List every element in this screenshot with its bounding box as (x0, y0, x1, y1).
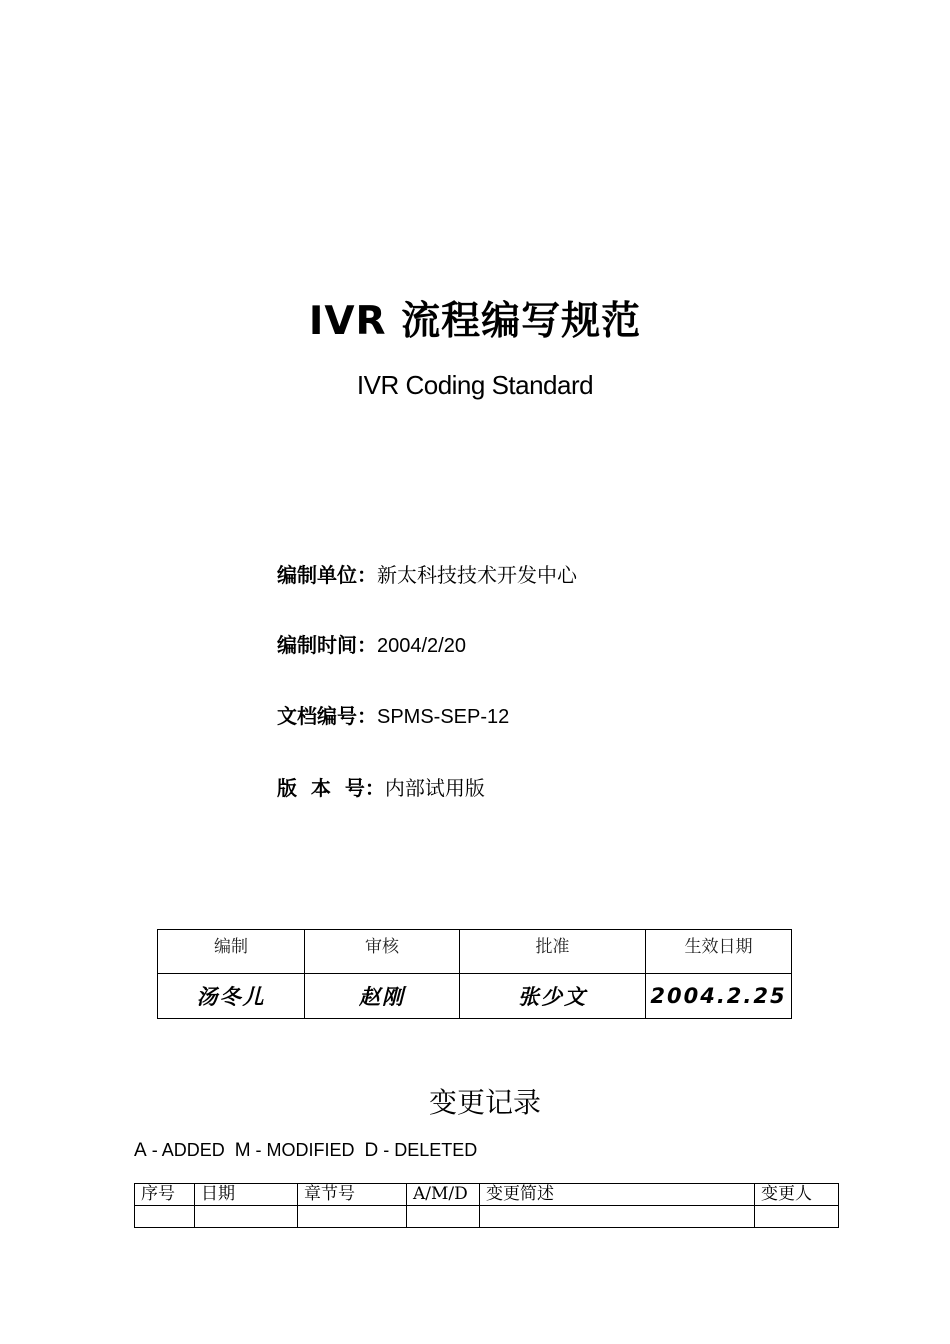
approval-header-author: 编制 (158, 930, 305, 974)
change-cell (298, 1206, 407, 1228)
change-cell (135, 1206, 195, 1228)
info-value: 新太科技技术开发中心 (377, 563, 577, 587)
change-header-summary: 变更简述 (480, 1184, 755, 1206)
approval-header-review: 审核 (305, 930, 460, 974)
approval-author-signature: 汤冬儿 (158, 974, 305, 1019)
info-row-date (277, 629, 466, 658)
table-row (135, 1184, 839, 1206)
info-label: 编制单位： (277, 563, 377, 587)
change-cell (407, 1206, 480, 1228)
change-header-section: 章节号 (298, 1184, 407, 1206)
info-row-version (277, 772, 485, 801)
info-label: 版 本 号： (277, 776, 385, 800)
approval-header-approve: 批准 (460, 930, 646, 974)
change-header-date: 日期 (195, 1184, 298, 1206)
change-legend (134, 1140, 477, 1162)
legend-text: - DELETED (378, 1140, 478, 1160)
change-cell (755, 1206, 839, 1228)
document-title: IVR 流程编写规范 (308, 299, 642, 344)
legend-text: - ADDED (146, 1140, 235, 1160)
change-header-amd: A/M/D (407, 1184, 480, 1206)
info-value: 2004/2/20 (377, 635, 466, 657)
info-value: 内部试用版 (384, 776, 485, 800)
approval-effective-date: 2004.2.25 (646, 974, 792, 1019)
approval-header-effective-date: 生效日期 (646, 930, 792, 974)
legend-code: A (134, 1140, 147, 1161)
approval-approver-signature: 张少文 (460, 974, 646, 1019)
legend-text: - MODIFIED (250, 1140, 365, 1160)
change-record-table (134, 1183, 839, 1228)
change-cell (195, 1206, 298, 1228)
approval-table (157, 929, 792, 1019)
change-record-title: 变更记录 (428, 1086, 541, 1119)
info-row-doc-number (277, 700, 509, 729)
table-row (135, 1206, 839, 1228)
document-subtitle: IVR Coding Standard (356, 370, 594, 400)
info-row-unit (277, 559, 577, 588)
info-value: SPMS-SEP-12 (377, 706, 510, 728)
change-cell (480, 1206, 755, 1228)
info-label: 文档编号： (277, 704, 377, 728)
info-label: 编制时间： (277, 633, 377, 657)
legend-code: D (364, 1140, 379, 1161)
change-header-seq: 序号 (135, 1184, 195, 1206)
approval-reviewer-signature: 赵刚 (305, 974, 460, 1019)
change-header-changer: 变更人 (755, 1184, 839, 1206)
legend-code: M (234, 1140, 251, 1161)
